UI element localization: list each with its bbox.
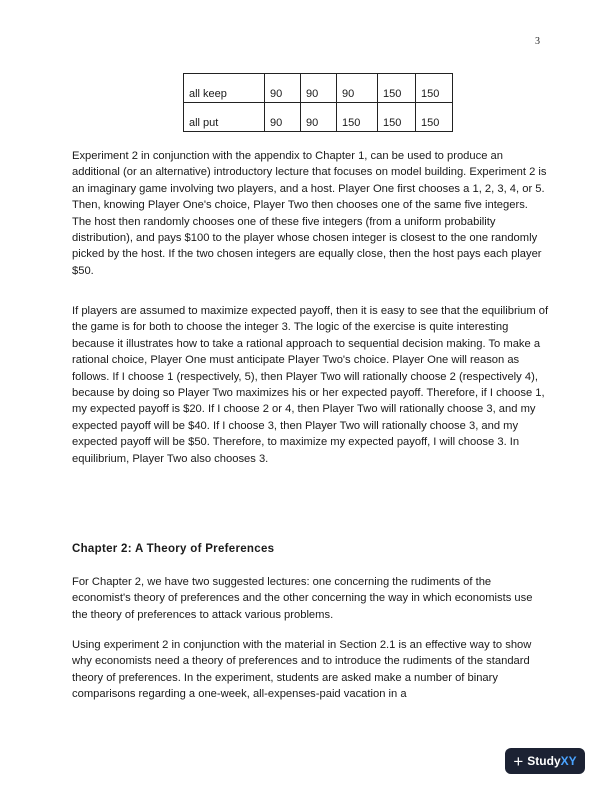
- page-number: 3: [535, 36, 540, 47]
- paragraph-experiment-2: Experiment 2 in conjunction with the appendix to Chapter 1, can be used to produce an additional (or an alternative) introductory lecture that focuses on model building. Experiment 2 is an imaginary game involving two players, and a host. Player One first chooses a 1, 2, 3, 4, or 5. Then, knowing Player One's choice, Player Two then chooses one of the same five integers. The host then randomly chooses one of these five integers (from a uniform probability distribution), and pays $100 to the player whose chosen integer is closest to the one randomly picked by the host. If the two chosen integers are equally close, then the host pays each player $50.: [72, 150, 547, 277]
- paragraph-equilibrium: If players are assumed to maximize expected payoff, then it is easy to see that the equilibrium of the game is for both to choose the integer 3. The logic of the exercise is quite interesting because it illustrates how to take a rational approach to sequential decision making. To make a rational choice, Player One must anticipate Player Two's choice. Player One will reason as follows. If I choose 1 (respectively, 5), then Player Two will rationally choose 2 (respectively 4), because by doing so Player Two maximizes his or her expected payoff. Therefore, if I choose 1, my expected payoff is $20. If I choose 2 or 4, then Player Two will rationally choose 3, and my expected payoff will be $40. If I choose 3, then Player Two will rationally choose 3, and my expected payoff will be $50. Therefore, to maximize my expected payoff, I will choose 3. In equilibrium, Player Two also chooses 3.: [72, 305, 549, 465]
- plus-icon: +: [513, 751, 524, 771]
- table-cell: 90: [337, 74, 378, 103]
- table-cell: 150: [378, 103, 416, 132]
- table-row-label: all keep: [184, 74, 265, 103]
- chapter-heading: Chapter 2: A Theory of Preferences: [72, 543, 275, 555]
- table-row: [184, 74, 453, 103]
- table-cell: 150: [337, 103, 378, 132]
- table-cell: 90: [301, 74, 337, 103]
- paragraph-section-2-1: Using experiment 2 in conjunction with the material in Section 2.1 is an effective way to show why economists need a theory of preferences and to introduce the rudiments of the standard theory of preferences. In the experiment, students are asked make a number of binary comparisons regarding a one-week, all-expenses-paid vacation in a: [72, 639, 532, 701]
- brand-text: StudyXY: [527, 754, 577, 768]
- paragraph-chapter-2-lectures: For Chapter 2, we have two suggested lectures: one concerning the rudiments of the economist's theory of preferences and the other concerning the way in which economists use the theory of preferences to attack various problems.: [72, 576, 533, 621]
- table-row: [184, 103, 453, 132]
- studyxy-logo: [505, 748, 585, 774]
- table-cell: 150: [378, 74, 416, 103]
- table-cell: 90: [265, 103, 301, 132]
- table-row-label: all put: [184, 103, 265, 132]
- results-table: [183, 73, 453, 132]
- table-cell: 150: [416, 74, 453, 103]
- table-cell: 90: [301, 103, 337, 132]
- table-cell: 150: [416, 103, 453, 132]
- table-cell: 90: [265, 74, 301, 103]
